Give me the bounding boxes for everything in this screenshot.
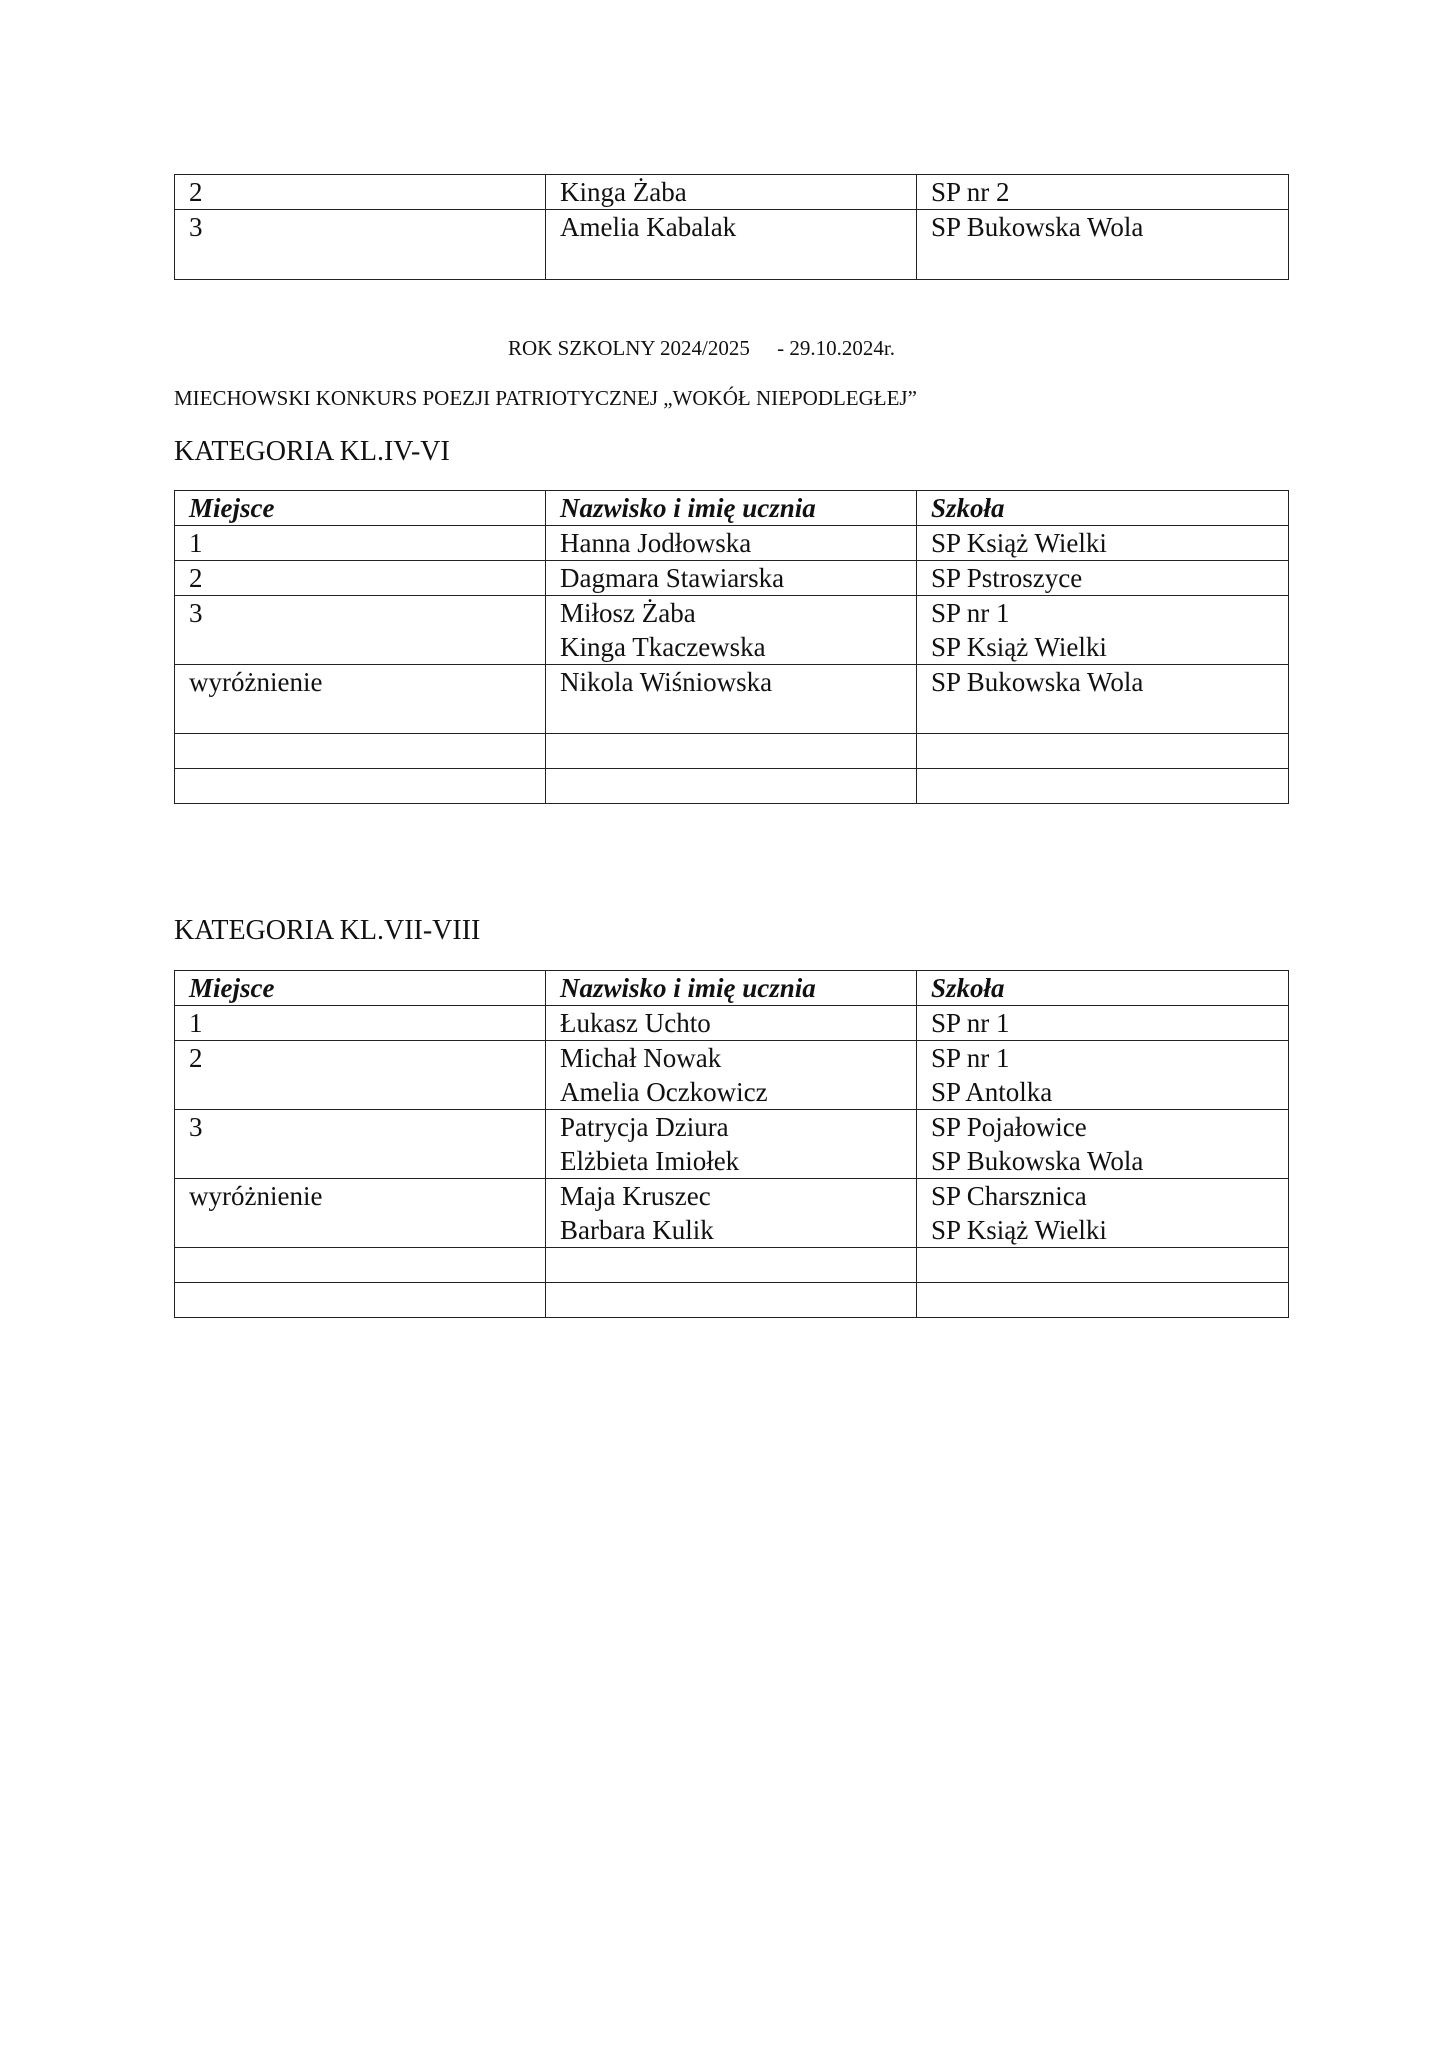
student-name: Nikola Wiśniowska [560, 667, 773, 697]
school-cell [917, 561, 1289, 596]
place-cell [175, 734, 546, 769]
school-cell [917, 526, 1289, 561]
school-name: SP Bukowska Wola [931, 667, 1144, 697]
place-cell: wyróżnienie [175, 1179, 546, 1248]
place-cell [175, 769, 546, 804]
results-table-iv-vi [174, 490, 1289, 804]
school-cell [917, 665, 1289, 734]
student-name: Michał Nowak [560, 1043, 722, 1073]
header-school: Szkoła [917, 491, 1289, 526]
header-school: Szkoła [917, 971, 1289, 1006]
previous-results-table [174, 174, 1289, 280]
place-cell: wyróżnienie [175, 665, 546, 734]
table-header-row [175, 491, 1289, 526]
place-cell: 3 [175, 1110, 546, 1179]
school-cell [917, 769, 1289, 804]
place-cell: 3 [175, 596, 546, 665]
place-cell: 2 [175, 1041, 546, 1110]
school-cell [917, 1248, 1289, 1283]
contest-title: MIECHOWSKI KONKURS POEZJI PATRIOTYCZNEJ „WOKÓŁ NIEPODLEGŁEJ” [174, 386, 917, 410]
name-cell [546, 734, 917, 769]
table-row [175, 1110, 1289, 1179]
name-cell [546, 1179, 917, 1248]
table-row [175, 175, 1289, 210]
student-name: Kinga Tkaczewska [560, 632, 766, 662]
results-table-vii-viii [174, 970, 1289, 1318]
school-name: SP Pstroszyce [931, 563, 1083, 593]
student-name: Maja Kruszec [560, 1181, 711, 1211]
table-row [175, 1179, 1289, 1248]
header-name: Nazwisko i imię ucznia [546, 971, 917, 1006]
school-name: SP Książ Wielki [931, 528, 1107, 558]
category-title-vii-viii: KATEGORIA KL.VII-VIII [174, 915, 481, 946]
category-title-iv-vi: KATEGORIA KL.IV-VI [174, 436, 450, 467]
school-name: SP nr 1 [931, 1043, 1010, 1073]
name-cell [546, 1006, 917, 1041]
empty-table-row [175, 1248, 1289, 1283]
table-row [175, 1041, 1289, 1110]
place-cell: 3 [175, 210, 546, 280]
school-cell [917, 1110, 1289, 1179]
school-name: SP nr 1 [931, 598, 1010, 628]
place-cell [175, 1248, 546, 1283]
school-name: SP Bukowska Wola [931, 1146, 1144, 1176]
place-cell: 1 [175, 526, 546, 561]
name-cell [546, 769, 917, 804]
school-name: SP Pojałowice [931, 1112, 1087, 1142]
table-row [175, 665, 1289, 734]
school-cell [917, 175, 1289, 210]
student-name: Amelia Oczkowicz [560, 1077, 768, 1107]
school-year-heading [508, 336, 895, 361]
contest-date: - 29.10.2024r. [777, 336, 895, 360]
student-name: Miłosz Żaba [560, 598, 696, 628]
empty-table-row [175, 769, 1289, 804]
place-cell: 2 [175, 175, 546, 210]
school-year: ROK SZKOLNY 2024/2025 [508, 336, 750, 360]
empty-table-row [175, 1283, 1289, 1318]
school-name: SP Charsznica [931, 1181, 1087, 1211]
student-name: Kinga Żaba [560, 177, 687, 207]
school-cell [917, 734, 1289, 769]
student-name: Amelia Kabalak [560, 212, 737, 242]
name-cell [546, 210, 917, 280]
name-cell [546, 526, 917, 561]
table-header-row [175, 971, 1289, 1006]
school-name: SP Antolka [931, 1077, 1053, 1107]
name-cell [546, 1283, 917, 1318]
name-cell [546, 561, 917, 596]
school-cell [917, 1006, 1289, 1041]
school-name: SP nr 2 [931, 177, 1010, 207]
name-cell [546, 1248, 917, 1283]
table-row [175, 1006, 1289, 1041]
name-cell [546, 175, 917, 210]
school-name: SP nr 1 [931, 1008, 1010, 1038]
table-row [175, 210, 1289, 280]
school-cell [917, 210, 1289, 280]
name-cell [546, 1110, 917, 1179]
header-name: Nazwisko i imię ucznia [546, 491, 917, 526]
empty-table-row [175, 734, 1289, 769]
header-place: Miejsce [175, 491, 546, 526]
place-cell: 1 [175, 1006, 546, 1041]
school-cell [917, 596, 1289, 665]
school-cell [917, 1179, 1289, 1248]
name-cell [546, 1041, 917, 1110]
header-place: Miejsce [175, 971, 546, 1006]
school-name: SP Bukowska Wola [931, 212, 1144, 242]
student-name: Barbara Kulik [560, 1215, 714, 1245]
student-name: Patrycja Dziura [560, 1112, 729, 1142]
student-name: Łukasz Uchto [560, 1008, 711, 1038]
school-cell [917, 1041, 1289, 1110]
name-cell [546, 596, 917, 665]
student-name: Elżbieta Imiołek [560, 1146, 740, 1176]
school-name: SP Książ Wielki [931, 632, 1107, 662]
place-cell [175, 1283, 546, 1318]
table-row [175, 561, 1289, 596]
table-row [175, 526, 1289, 561]
name-cell [546, 665, 917, 734]
school-name: SP Książ Wielki [931, 1215, 1107, 1245]
school-cell [917, 1283, 1289, 1318]
student-name: Dagmara Stawiarska [560, 563, 785, 593]
place-cell: 2 [175, 561, 546, 596]
table-row [175, 596, 1289, 665]
student-name: Hanna Jodłowska [560, 528, 752, 558]
